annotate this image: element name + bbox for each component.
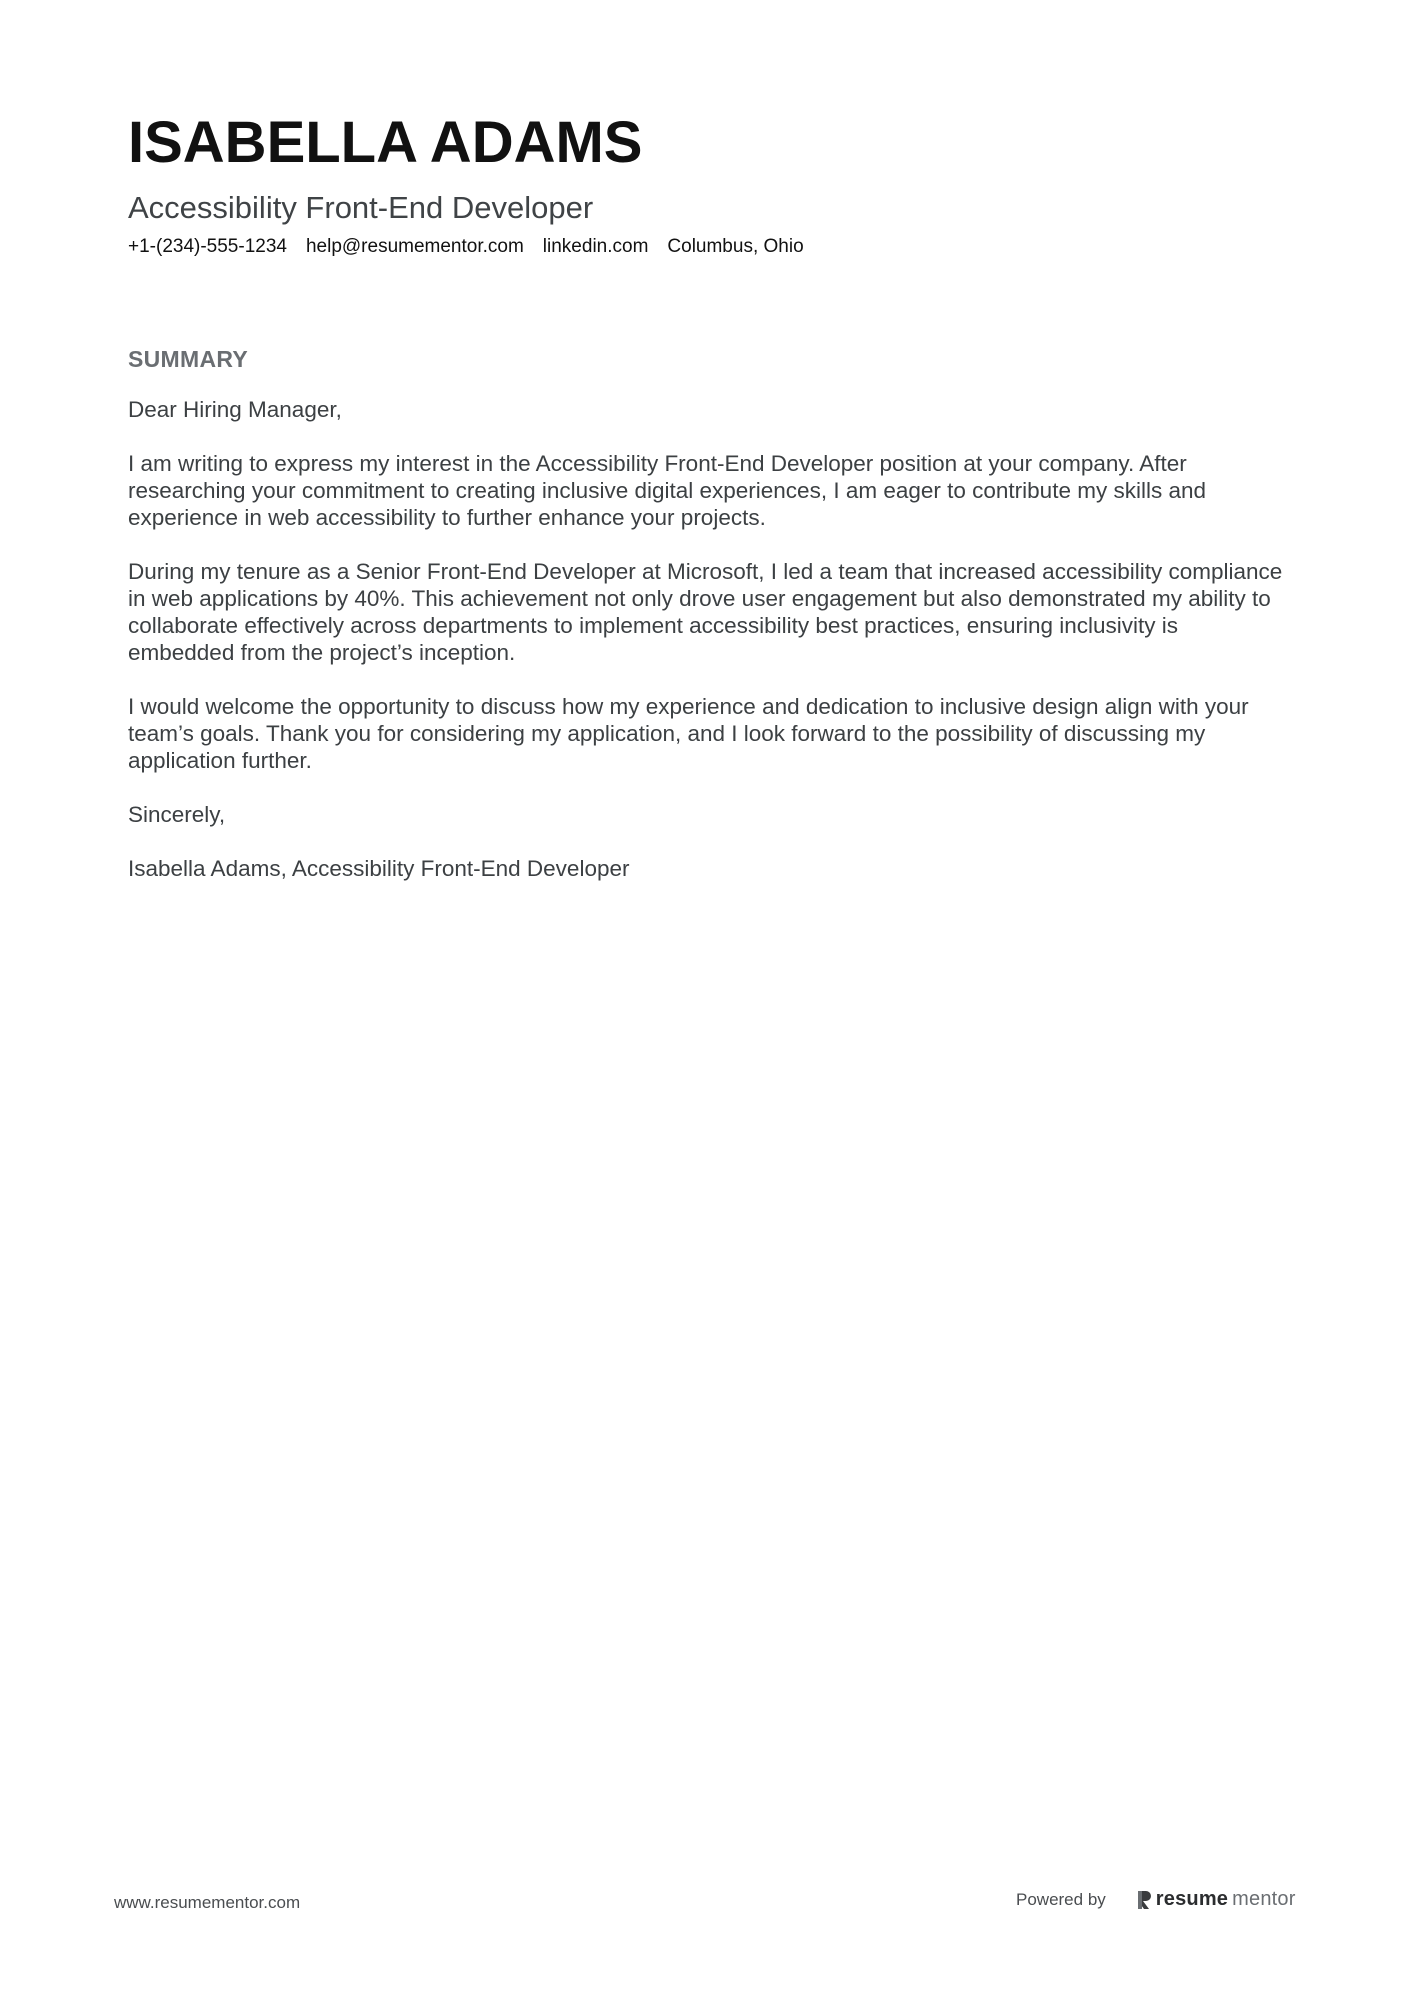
- salutation: Dear Hiring Manager,: [128, 397, 342, 422]
- contact-email: help@resumementor.com: [305, 236, 524, 257]
- paragraph-experience: During my tenure as a Senior Front-End Developer at Microsoft, I led a team that increased accessibility compliance in web applications by 40%. This achievement not only drove user engagement but also demonstrated my ability to collaborate effectively across departments to implement accessibility best practices, ensuring inclusivity is embedded from the project’s inception.: [128, 559, 1283, 665]
- header: [128, 108, 1288, 260]
- footer-website: www.resumementor.com: [114, 1893, 301, 1912]
- contact-linkedin: linkedin.com: [542, 236, 649, 257]
- footer-powered-by: [1016, 1888, 1296, 1911]
- summary-heading: SUMMARY: [128, 346, 249, 372]
- brand-name-part2: mentor: [1232, 1888, 1296, 1910]
- paragraph-intro: I am writing to express my interest in the Accessibility Front-End Developer position at your company. After researching your commitment to creating inclusive digital experiences, I am eager to contribute my skills and experience in web accessibility to further enhance your projects.: [128, 451, 1206, 530]
- job-title: Accessibility Front-End Developer: [128, 190, 594, 225]
- resumementor-logo-icon: [1136, 1889, 1152, 1911]
- contact-phone: +1-(234)-555-1234: [128, 236, 287, 257]
- paragraph-closing: I would welcome the opportunity to discuss how my experience and dedication to inclusive design align with your team’s goals. Thank you for considering my application, and I look forward to the possibility of discussing my application further.: [128, 694, 1249, 773]
- contact-line: [128, 234, 1288, 260]
- summary-section: [128, 344, 1288, 909]
- powered-by-label: Powered by: [1016, 1889, 1106, 1909]
- sign-off: Sincerely,: [128, 802, 226, 827]
- brand-logo: [1136, 1888, 1296, 1911]
- brand-name-part1: resume: [1155, 1888, 1229, 1910]
- signature-line: Isabella Adams, Accessibility Front-End Developer: [128, 856, 630, 881]
- contact-location: Columbus, Ohio: [667, 236, 804, 257]
- candidate-name: ISABELLA ADAMS: [128, 110, 643, 175]
